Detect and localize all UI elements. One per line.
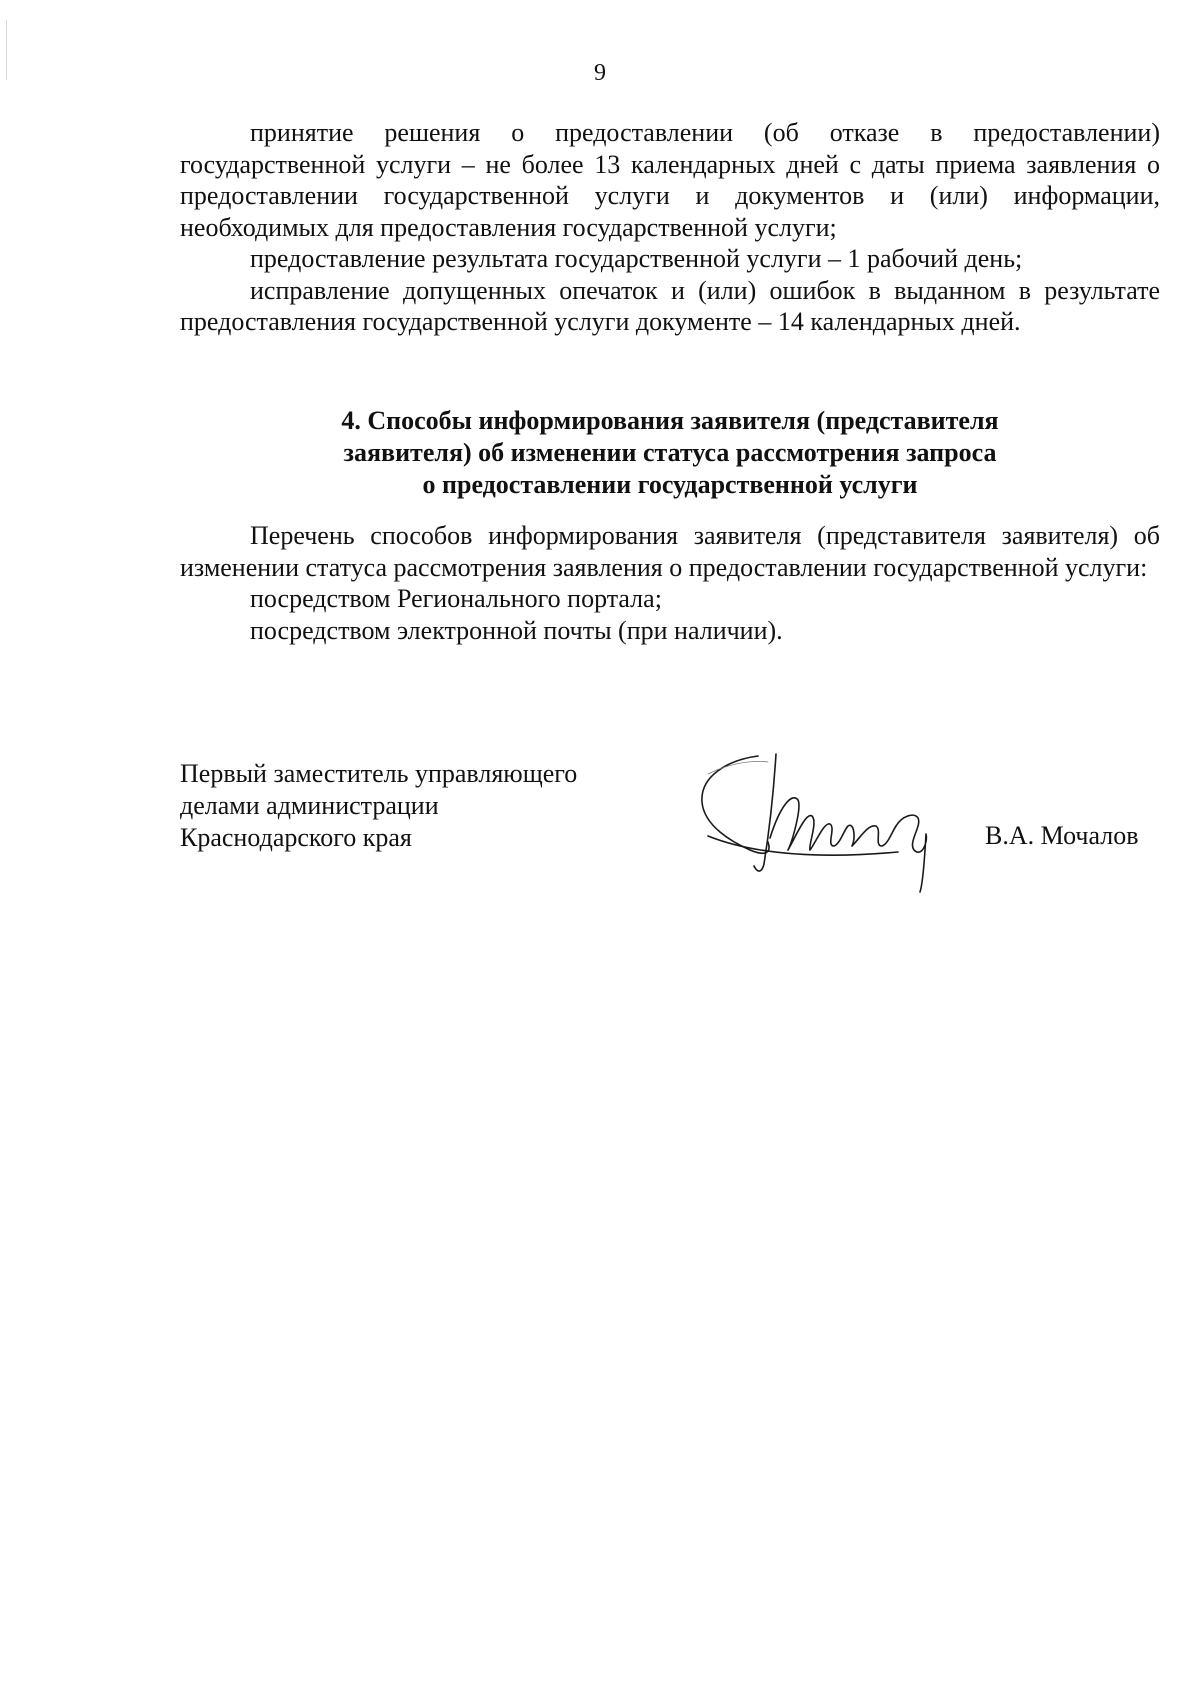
section-heading-line: 4. Способы информирования заявителя (представителя	[341, 406, 999, 435]
section-paragraph: посредством электронной почты (при наличии).	[250, 615, 783, 645]
signer-title-line: делами администрации	[180, 791, 439, 820]
section-paragraph: Перечень способов информирования заявителя (представителя заявителя) об изменении статуса рассмотрения заявления о предоставлении государственной услуги:	[180, 521, 1160, 582]
body-paragraph: предоставление результата государственной услуги – 1 рабочий день;	[250, 244, 1023, 273]
signer-title	[180, 758, 577, 854]
signature-block	[180, 758, 1160, 908]
body-paragraph: принятие решения о предоставлении (об отказе в предоставлении) государственной услуги – не более 13 календарных дней с даты приема заявления о предоставлении государственной услуги и документов и (или) информации, необходимых для предоставления государственной услуги;	[180, 118, 1160, 242]
signer-name: В.А. Мочалов	[985, 821, 1139, 850]
section-heading-line: о предоставлении государственной услуги	[422, 470, 918, 499]
body-text-block	[180, 117, 1160, 338]
handwritten-signature	[688, 746, 958, 896]
signer-title-line: Первый заместитель управляющего	[180, 759, 578, 788]
section-text-block	[180, 520, 1160, 646]
section-paragraph: посредством Регионального портала;	[250, 584, 662, 613]
body-paragraph: исправление допущенных опечаток и (или) ошибок в выданном в результате предоставления государственной услуги документе – 14 календарных дней.	[180, 275, 1160, 336]
page-number: 9	[594, 60, 606, 86]
section-heading	[180, 405, 1160, 501]
signer-title-line: Краснодарского края	[180, 823, 412, 852]
section-heading-line: заявителя) об изменении статуса рассмотрения запроса	[343, 438, 997, 467]
